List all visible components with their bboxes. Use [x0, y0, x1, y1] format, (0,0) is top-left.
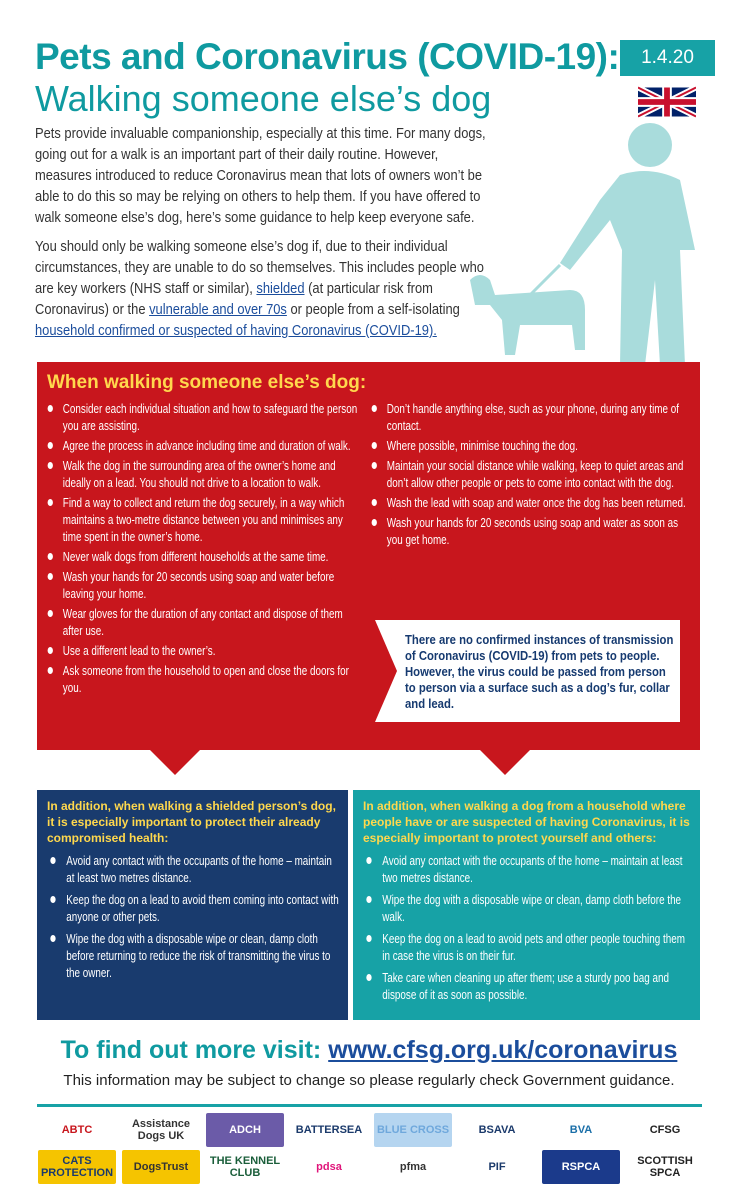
note-pointer: [375, 620, 397, 722]
logo-adch: ADCH: [206, 1113, 284, 1147]
logo-blue-cross: BLUE CROSS: [374, 1113, 452, 1147]
intro-text: You should only be walking someone else’s dog if, due to their individual circumstances, they are unable to do so themselves. This includes people who are key workers (NHS staff or similar),: [35, 238, 484, 297]
list-item: Where possible, minimise touching the dog.: [364, 437, 691, 454]
list-item: Wear gloves for the duration of any contact and dispose of them after use.: [40, 605, 363, 639]
intro-text: or people from a self-isolating: [286, 301, 460, 318]
logo-dogstrust: DogsTrust: [122, 1150, 200, 1184]
walking-guidance-list-left: [40, 400, 363, 699]
list-item: Keep the dog on a lead to avoid pets and other people touching them in case the virus is on their fur.: [361, 930, 692, 964]
cfsg-link[interactable]: www.cfsg.org.uk/coronavirus: [328, 1036, 678, 1064]
uk-flag-icon: [638, 86, 696, 118]
logo-pdsa: pdsa: [316, 1161, 342, 1173]
household-list: [361, 852, 692, 1003]
arrow-down-icon: [150, 750, 200, 775]
intro: [35, 123, 490, 349]
logo-bsava: BSAVA: [478, 1124, 516, 1136]
list-item: Take care when cleaning up after them; use a sturdy poo bag and dispose of it as soon as possible.: [361, 969, 692, 1003]
list-item: Keep the dog on a lead to avoid them coming into contact with anyone or other pets.: [45, 891, 340, 925]
list-item: Wash your hands for 20 seconds using soap and water before leaving your home.: [40, 568, 363, 602]
list-item: Wipe the dog with a disposable wipe or clean, damp cloth before the walk.: [361, 891, 692, 925]
logo-bva: BVA: [569, 1124, 593, 1136]
walking-guidance-title: When walking someone else’s dog:: [47, 372, 367, 393]
person-walking-dog-illustration: [450, 120, 735, 365]
logo-rspca: RSPCA: [542, 1150, 620, 1184]
list-item: Wash your hands for 20 seconds using soap and water as soon as you get home.: [364, 514, 691, 548]
logo-the-kennel-club: THE KENNEL CLUB: [209, 1155, 281, 1179]
logo-abtc: ABTC: [61, 1124, 93, 1136]
logo-pif: PIF: [488, 1161, 506, 1173]
logo-assistance-dogs-uk: Assistance Dogs UK: [122, 1113, 200, 1147]
walking-guidance-list-right: [364, 400, 691, 551]
infected-household-panel: [353, 790, 700, 1020]
list-item: Ask someone from the household to open and close the doors for you.: [40, 662, 363, 696]
more-info: [0, 1036, 738, 1065]
divider: [37, 1104, 702, 1107]
list-item: Don’t handle anything else, such as your phone, during any time of contact.: [364, 400, 691, 434]
logo-cfsg: CFSG: [649, 1124, 681, 1136]
list-item: Wash the lead with soap and water once the dog has been returned.: [364, 494, 691, 511]
list-item: Walk the dog in the surrounding area of the owner’s home and ideally on a lead. You should not drive to a location to walk.: [40, 457, 363, 491]
intro-paragraph-1: Pets provide invaluable companionship, especially at this time. For many dogs, going out for a walk is an important part of their daily routine. However, measures introduced to reduce Coronavirus mean that lots of owners won’t be able to do this so may be relying on others to help them. If you have offered to walk someone else’s dog, here’s some guidance to help keep everyone safe.: [35, 125, 486, 226]
logo-pfma: pfma: [399, 1161, 427, 1173]
list-item: Consider each individual situation and how to safeguard the person you are assisting.: [40, 400, 363, 434]
logo-cats-protection: CATS PROTECTION: [38, 1150, 116, 1184]
intro-paragraph-2: [35, 236, 490, 341]
shielded-heading: In addition, when walking a shielded person’s dog, it is especially important to protect their already compromised health:: [47, 799, 336, 845]
list-item: Avoid any contact with the occupants of the home – maintain at least two metres distance.: [45, 852, 340, 886]
household-link[interactable]: household confirmed or suspected of having Coronavirus (COVID-19).: [35, 322, 437, 339]
disclaimer: This information may be subject to change so please regularly check Government guidance.: [63, 1072, 675, 1089]
household-heading: In addition, when walking a dog from a household where people have or are suspected of having Coronavirus, it is especially important to protect yourself and others:: [363, 799, 690, 845]
list-item: Wipe the dog with a disposable wipe or clean, damp cloth before returning to reduce the risk of transmitting the virus to the owner.: [45, 930, 340, 981]
shielded-person-panel: [37, 790, 348, 1020]
list-item: Never walk dogs from different households at the same time.: [40, 548, 363, 565]
date-badge: 1.4.20: [620, 40, 715, 76]
shielded-link[interactable]: shielded: [256, 280, 305, 297]
more-info-label: To find out more visit:: [60, 1036, 329, 1064]
list-item: Agree the process in advance including time and duration of walk.: [40, 437, 363, 454]
logo-battersea: BATTERSEA: [295, 1124, 363, 1136]
list-item: Avoid any contact with the occupants of the home – maintain at least two metres distance.: [361, 852, 692, 886]
title-line-2: Walking someone else’s dog: [35, 78, 492, 119]
intro-text: (at particular risk from Coronavirus) or the: [35, 280, 433, 318]
list-item: Maintain your social distance while walking, keep to quiet areas and don’t allow other people or pets to come into contact with the dog.: [364, 457, 691, 491]
list-item: Find a way to collect and return the dog securely, in a way which maintains a two-metre distance between you and minimises any time spent in the owner’s home.: [40, 494, 363, 545]
logo-scottish-spca: SCOTTISH SPCA: [637, 1155, 693, 1179]
list-item: Use a different lead to the owner’s.: [40, 642, 363, 659]
arrow-down-icon: [480, 750, 530, 775]
transmission-note-text: There are no confirmed instances of transmission of Coronavirus (COVID-19) from pets to people. However, the virus could be passed from person to person via a surface such as a dog’s fur, collar and lead.: [405, 632, 674, 711]
shielded-list: [45, 852, 340, 981]
title-line-1: Pets and Coronavirus (COVID-19):: [35, 36, 620, 77]
vulnerable-link[interactable]: vulnerable and over 70s: [149, 301, 287, 318]
